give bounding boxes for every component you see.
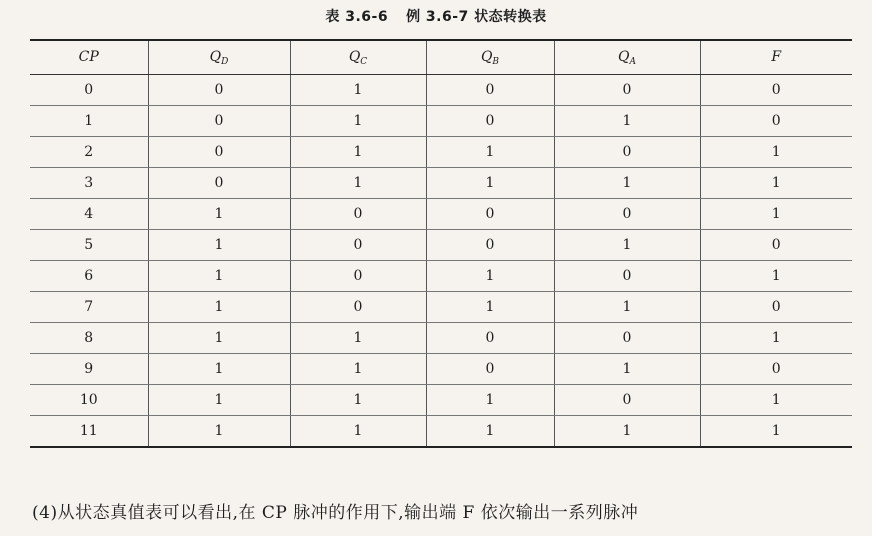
cell-qa: 1 <box>554 230 700 261</box>
cell-cp: 10 <box>30 385 148 416</box>
cell-cp: 7 <box>30 292 148 323</box>
table-row <box>30 292 852 323</box>
table-title: 例 3.6-7 状态转换表 <box>406 9 547 25</box>
table-header-row <box>30 40 852 75</box>
cell-f: 1 <box>700 385 852 416</box>
cell-qd: 1 <box>148 261 290 292</box>
cell-qb: 1 <box>426 292 554 323</box>
cell-qd: 1 <box>148 292 290 323</box>
table-row <box>30 106 852 137</box>
cell-f: 0 <box>700 292 852 323</box>
cell-qd: 1 <box>148 199 290 230</box>
header-qc: $Q_C$ <box>290 40 426 75</box>
cell-f: 1 <box>700 261 852 292</box>
cell-qc: 1 <box>290 137 426 168</box>
cell-qd: 1 <box>148 354 290 385</box>
cell-qc: 0 <box>290 292 426 323</box>
cell-qa: 0 <box>554 137 700 168</box>
cell-qb: 1 <box>426 385 554 416</box>
cell-qc: 1 <box>290 385 426 416</box>
cell-qd: 1 <box>148 230 290 261</box>
cell-qb: 1 <box>426 261 554 292</box>
cell-qb: 0 <box>426 354 554 385</box>
cell-qc: 1 <box>290 168 426 199</box>
cell-qa: 0 <box>554 261 700 292</box>
cell-qd: 1 <box>148 385 290 416</box>
table-row <box>30 168 852 199</box>
cell-qb: 0 <box>426 106 554 137</box>
cell-f: 0 <box>700 354 852 385</box>
cell-qd: 0 <box>148 75 290 106</box>
cell-cp: 6 <box>30 261 148 292</box>
state-transition-table <box>30 39 852 448</box>
table-row <box>30 137 852 168</box>
table-row <box>30 416 852 448</box>
table-caption <box>0 6 872 26</box>
cell-qb: 1 <box>426 416 554 448</box>
cell-f: 1 <box>700 416 852 448</box>
cell-qd: 1 <box>148 416 290 448</box>
table-row <box>30 261 852 292</box>
cell-qd: 0 <box>148 137 290 168</box>
header-qd: $Q_D$ <box>148 40 290 75</box>
cell-qa: 0 <box>554 199 700 230</box>
table-row <box>30 75 852 106</box>
cell-qb: 0 <box>426 75 554 106</box>
cell-qa: 0 <box>554 385 700 416</box>
cell-qa: 1 <box>554 354 700 385</box>
cell-f: 1 <box>700 323 852 354</box>
table-row <box>30 199 852 230</box>
cell-qb: 0 <box>426 230 554 261</box>
cell-qb: 1 <box>426 137 554 168</box>
header-qb: $Q_B$ <box>426 40 554 75</box>
cell-qa: 0 <box>554 75 700 106</box>
cell-qc: 0 <box>290 199 426 230</box>
cell-qd: 0 <box>148 106 290 137</box>
cell-cp: 9 <box>30 354 148 385</box>
cell-qa: 1 <box>554 292 700 323</box>
cell-qc: 1 <box>290 354 426 385</box>
cell-qa: 1 <box>554 168 700 199</box>
cell-cp: 4 <box>30 199 148 230</box>
cell-qd: 1 <box>148 323 290 354</box>
cell-f: 0 <box>700 106 852 137</box>
header-qa: $Q_A$ <box>554 40 700 75</box>
cell-cp: 5 <box>30 230 148 261</box>
cell-qa: 1 <box>554 106 700 137</box>
table-row <box>30 323 852 354</box>
cell-cp: 11 <box>30 416 148 448</box>
cell-f: 0 <box>700 230 852 261</box>
cell-qc: 0 <box>290 230 426 261</box>
cell-cp: 1 <box>30 106 148 137</box>
table-row <box>30 385 852 416</box>
cell-qc: 1 <box>290 75 426 106</box>
table-row <box>30 354 852 385</box>
cell-qc: 1 <box>290 106 426 137</box>
cell-f: 1 <box>700 168 852 199</box>
header-f: F <box>700 40 852 75</box>
cell-f: 0 <box>700 75 852 106</box>
cell-qa: 0 <box>554 323 700 354</box>
cell-qd: 0 <box>148 168 290 199</box>
table-number: 表 3.6-6 <box>325 9 389 25</box>
cell-cp: 0 <box>30 75 148 106</box>
cell-cp: 2 <box>30 137 148 168</box>
cell-cp: 8 <box>30 323 148 354</box>
table-row <box>30 230 852 261</box>
cell-cp: 3 <box>30 168 148 199</box>
body-paragraph: (4)从状态真值表可以看出,在 CP 脉冲的作用下,输出端 F 依次输出一系列脉冲 <box>32 503 639 523</box>
cell-qc: 1 <box>290 416 426 448</box>
header-cp: CP <box>30 40 148 75</box>
cell-qc: 0 <box>290 261 426 292</box>
cell-qc: 1 <box>290 323 426 354</box>
cell-qb: 0 <box>426 323 554 354</box>
cell-qb: 1 <box>426 168 554 199</box>
cell-f: 1 <box>700 137 852 168</box>
cell-f: 1 <box>700 199 852 230</box>
cell-qb: 0 <box>426 199 554 230</box>
cell-qa: 1 <box>554 416 700 448</box>
